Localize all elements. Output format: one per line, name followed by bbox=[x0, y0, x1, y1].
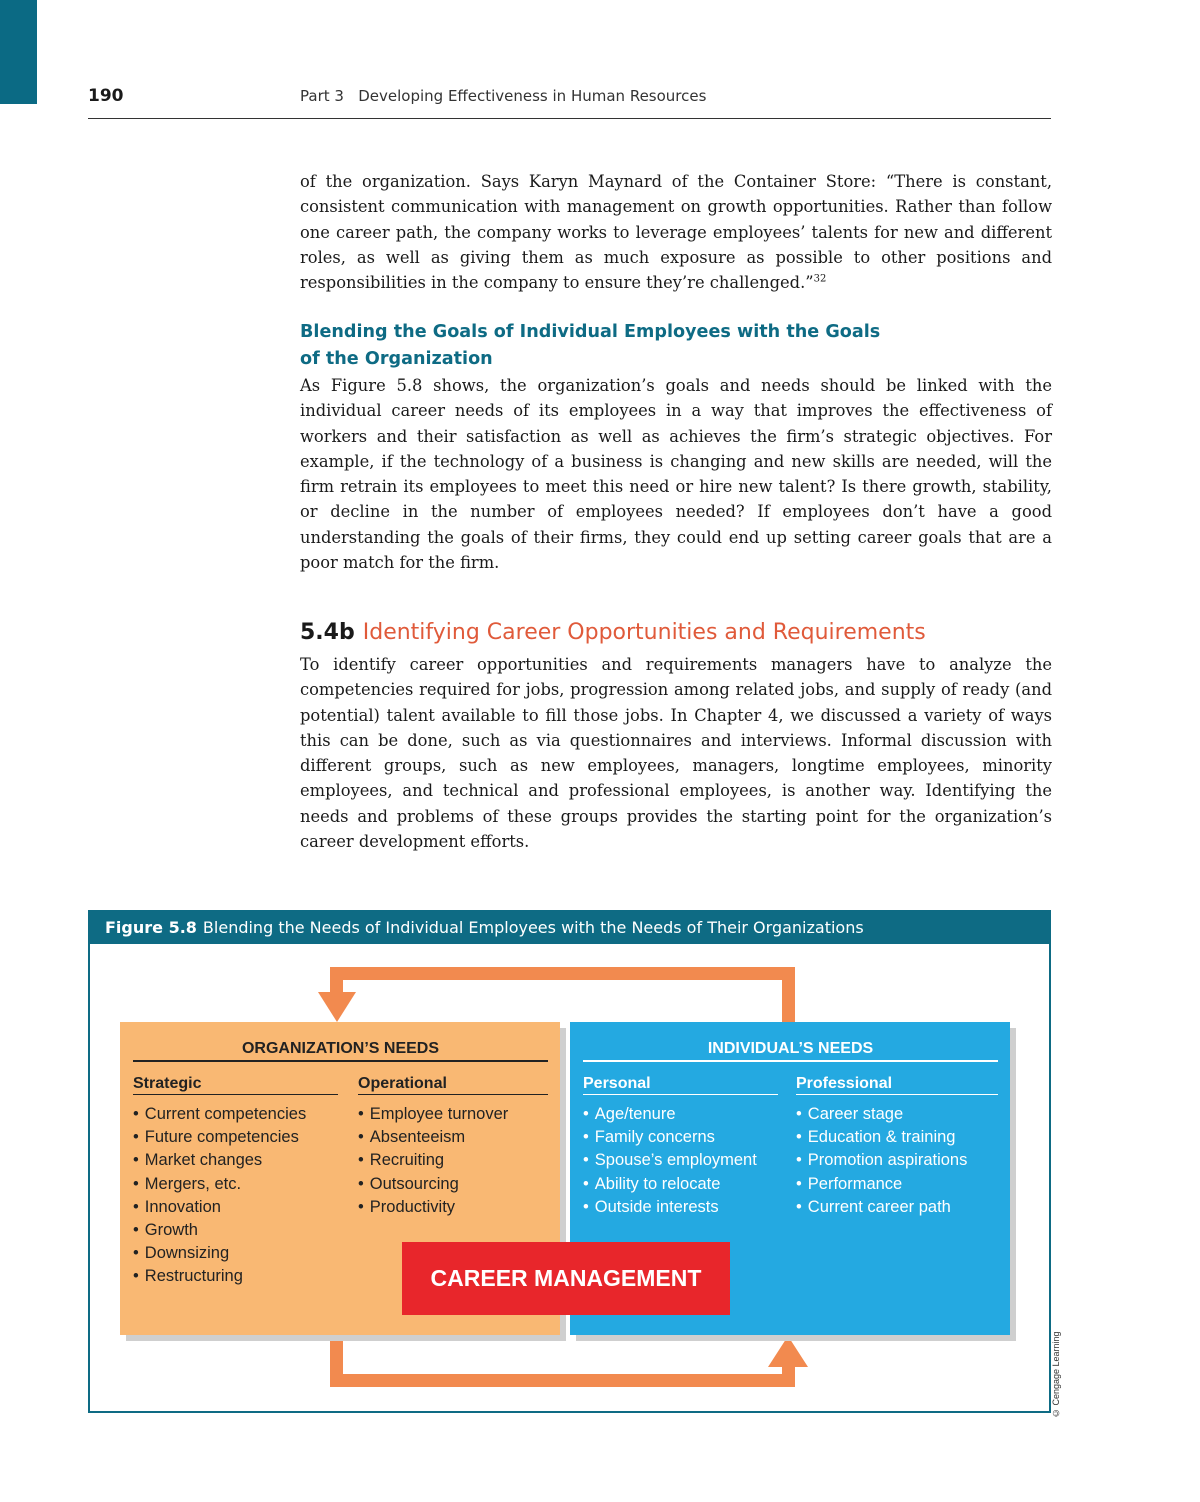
bullet-icon: • bbox=[358, 1174, 364, 1193]
professional-item bbox=[796, 1126, 998, 1149]
strategic-column bbox=[133, 1075, 338, 1289]
operational-item-label: Employee turnover bbox=[369, 1105, 509, 1123]
bullet-icon: • bbox=[583, 1197, 589, 1216]
personal-item-label: Spouse’s employment bbox=[594, 1151, 757, 1170]
strategic-item-label: Innovation bbox=[144, 1197, 221, 1216]
strategic-item-label: Future competencies bbox=[144, 1128, 299, 1147]
bullet-icon: • bbox=[133, 1174, 139, 1193]
bullet-icon: • bbox=[133, 1197, 139, 1216]
bullet-icon: • bbox=[796, 1105, 802, 1123]
subsection-heading-line2: of the Organization bbox=[300, 349, 493, 369]
section-title: Identifying Career Opportunities and Requirements bbox=[362, 620, 926, 645]
bullet-icon: • bbox=[583, 1174, 589, 1193]
operational-column bbox=[358, 1075, 548, 1219]
professional-item-label: Promotion aspirations bbox=[807, 1151, 968, 1170]
strategic-item-label: Mergers, etc. bbox=[144, 1174, 242, 1193]
corner-tab bbox=[0, 0, 37, 104]
figure-5-8 bbox=[88, 910, 1051, 1413]
professional-item-label: Education & training bbox=[807, 1128, 956, 1147]
operational-list bbox=[358, 1103, 548, 1219]
operational-item-label: Absenteeism bbox=[369, 1128, 466, 1147]
top-return-arrow bbox=[318, 967, 795, 1027]
bullet-icon: • bbox=[133, 1105, 139, 1123]
professional-list bbox=[796, 1103, 998, 1219]
bullet-icon: • bbox=[796, 1197, 802, 1216]
strategic-item bbox=[133, 1219, 338, 1242]
strategic-item bbox=[133, 1149, 338, 1172]
professional-heading: Professional bbox=[796, 1075, 998, 1095]
bullet-icon: • bbox=[796, 1174, 802, 1193]
personal-column bbox=[583, 1075, 778, 1219]
professional-item-label: Career stage bbox=[807, 1105, 904, 1123]
part-title: Part 3 Developing Effectiveness in Human Resources bbox=[300, 87, 707, 105]
running-head bbox=[88, 84, 1051, 119]
operational-item-label: Productivity bbox=[369, 1197, 456, 1216]
professional-item bbox=[796, 1149, 998, 1172]
subsection-paragraph: As Figure 5.8 shows, the organization’s goals and needs should be linked with the individual career needs of its employees in a way that improves the effectiveness of workers and their satisfaction as well as achieves the firm’s strategic objectives. For example, if the technology of a business is changing and new skills are needed, will the firm retrain its employees to meet this need or hire new talent? Is there growth, stability, or decline in the number of employees needed? If employees don’t have a good understanding the goals of their firms, they could end up setting career goals that are a poor match for the firm. bbox=[300, 376, 1052, 573]
figure-caption: Blending the Needs of Individual Employees with the Needs of Their Organizations bbox=[202, 918, 864, 937]
section-paragraph: To identify career opportunities and requirements managers have to analyze the competencies required for jobs, progression among related jobs, and supply of ready (and potential) talent available to fill those jobs. In Chapter 4, we discussed a variety of ways this can be done, such as via questionnaires and interviews. Informal discussion with different groups, such as new employees, managers, longtime employees, minority employees, and technical and professional employees, is another way. Identifying the needs and problems of these groups provides the starting point for the organization’s career development efforts. bbox=[300, 655, 1052, 852]
professional-item-label: Performance bbox=[807, 1174, 903, 1193]
professional-item bbox=[796, 1103, 998, 1126]
section-block bbox=[300, 618, 1052, 854]
personal-item-label: Family concerns bbox=[594, 1128, 715, 1147]
bullet-icon: • bbox=[796, 1151, 802, 1170]
subsection-heading bbox=[300, 319, 1052, 373]
operational-item bbox=[358, 1173, 548, 1196]
operational-item bbox=[358, 1103, 548, 1126]
bullet-icon: • bbox=[133, 1128, 139, 1147]
personal-item-label: Ability to relocate bbox=[594, 1174, 721, 1193]
operational-item-label: Recruiting bbox=[369, 1151, 445, 1170]
bottom-forward-arrow bbox=[330, 1327, 808, 1387]
personal-item bbox=[583, 1126, 778, 1149]
career-management-box: CAREER MANAGEMENT bbox=[402, 1242, 730, 1315]
strategic-list bbox=[133, 1103, 338, 1289]
bullet-icon: • bbox=[133, 1267, 139, 1286]
operational-item bbox=[358, 1126, 548, 1149]
professional-item bbox=[796, 1173, 998, 1196]
section-number: 5.4b bbox=[300, 620, 355, 645]
professional-item-label: Current career path bbox=[807, 1197, 951, 1216]
bullet-icon: • bbox=[358, 1105, 364, 1123]
operational-item-label: Outsourcing bbox=[369, 1174, 459, 1193]
copyright-credit: © Cengage Learning bbox=[1051, 1331, 1061, 1418]
strategic-item-label: Growth bbox=[144, 1221, 198, 1240]
subsection-heading-line1: Blending the Goals of Individual Employees with the Goals bbox=[300, 322, 881, 342]
strategic-item bbox=[133, 1196, 338, 1219]
strategic-item bbox=[133, 1173, 338, 1196]
personal-item-label: Age/tenure bbox=[594, 1105, 676, 1123]
strategic-item-label: Restructuring bbox=[144, 1267, 243, 1286]
bullet-icon: • bbox=[796, 1128, 802, 1147]
operational-item bbox=[358, 1196, 548, 1219]
figure-label: Figure 5.8 bbox=[105, 918, 197, 937]
subsection-block bbox=[300, 319, 1052, 575]
individual-needs-title: INDIVIDUAL’S NEEDS bbox=[583, 1040, 998, 1062]
personal-item bbox=[583, 1149, 778, 1172]
professional-column bbox=[796, 1075, 998, 1219]
operational-heading: Operational bbox=[358, 1075, 548, 1095]
operational-item bbox=[358, 1149, 548, 1172]
strategic-heading: Strategic bbox=[133, 1075, 338, 1095]
bullet-icon: • bbox=[583, 1105, 589, 1123]
personal-list bbox=[583, 1103, 778, 1219]
section-heading bbox=[300, 618, 1052, 648]
bullet-icon: • bbox=[583, 1151, 589, 1170]
personal-item bbox=[583, 1196, 778, 1219]
footnote-ref: 32 bbox=[813, 273, 827, 285]
page-number: 190 bbox=[88, 86, 124, 106]
strategic-item bbox=[133, 1265, 338, 1288]
intro-block bbox=[300, 169, 1052, 295]
bullet-icon: • bbox=[358, 1151, 364, 1170]
bullet-icon: • bbox=[133, 1151, 139, 1170]
bullet-icon: • bbox=[133, 1221, 139, 1240]
personal-heading: Personal bbox=[583, 1075, 778, 1095]
strategic-item-label: Current competencies bbox=[144, 1105, 307, 1123]
strategic-item-label: Downsizing bbox=[144, 1244, 230, 1263]
intro-paragraph bbox=[300, 169, 1052, 295]
personal-item bbox=[583, 1173, 778, 1196]
strategic-item bbox=[133, 1126, 338, 1149]
bullet-icon: • bbox=[358, 1197, 364, 1216]
professional-item bbox=[796, 1196, 998, 1219]
strategic-item-label: Market changes bbox=[144, 1151, 263, 1170]
personal-item bbox=[583, 1103, 778, 1126]
intro-paragraph-text: of the organization. Says Karyn Maynard of the Container Store: “There is constant, consistent communication with management on growth opportunities. Rather than follow one career path, the company works to leverage employees’ talents for new and different roles, as well as giving them as much exposure as possible to other positions and responsibilities in the company to ensure they’re challenged.” bbox=[300, 172, 1052, 293]
bullet-icon: • bbox=[358, 1128, 364, 1147]
bullet-icon: • bbox=[133, 1244, 139, 1263]
personal-item-label: Outside interests bbox=[594, 1197, 719, 1216]
strategic-item bbox=[133, 1242, 338, 1265]
strategic-item bbox=[133, 1103, 338, 1126]
bullet-icon: • bbox=[583, 1128, 589, 1147]
organization-needs-title: ORGANIZATION’S NEEDS bbox=[133, 1040, 548, 1062]
